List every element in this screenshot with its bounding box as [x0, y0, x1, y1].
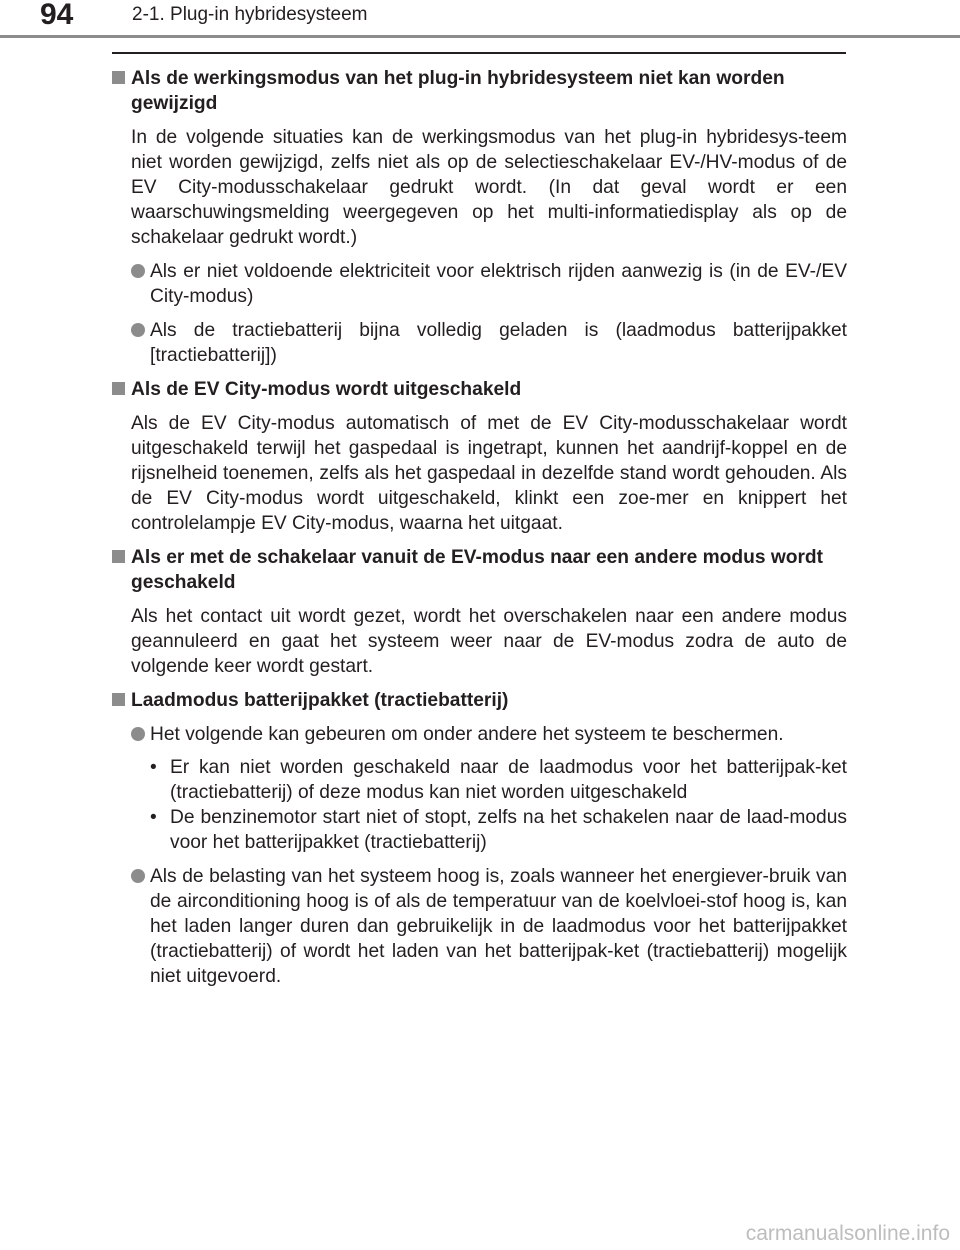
list-item: [112, 318, 847, 368]
bullet-dot-icon: •: [150, 757, 157, 778]
section-heading-text: Als de EV City-modus wordt uitgeschakeld: [131, 379, 522, 400]
chapter-title: 2-1. Plug-in hybridesysteem: [132, 4, 368, 25]
section-heading: [112, 545, 847, 595]
bullet-dot-icon: •: [150, 807, 157, 828]
square-bullet-icon: [112, 550, 125, 563]
page-header: [0, 0, 960, 40]
list-item: [112, 722, 847, 747]
section-paragraph: Als het contact uit wordt gezet, wordt het overschakelen naar een andere modus geannuleerd en gaat het systeem weer naar de EV-modus zodra de auto de volgende keer wordt gestart.: [131, 606, 847, 677]
list-item-text: Als er niet voldoende elektriciteit voor elektrisch rijden aanwezig is (in de EV-/EV City-modus): [150, 261, 847, 307]
circle-bullet-icon: [131, 323, 145, 337]
square-bullet-icon: [112, 382, 125, 395]
circle-bullet-icon: [131, 264, 145, 278]
section-heading: [112, 66, 847, 116]
section-paragraph: In de volgende situaties kan de werkingsmodus van het plug-in hybridesys-teem niet worden gewijzigd, zelfs niet als op de selectieschakelaar EV-/HV-modus of de EV City-modusschakelaar gedrukt wordt. (In dat geval wordt er een waarschuwingsmelding weergegeven op het multi-informatiedisplay als op de schakelaar gedrukt wordt.): [131, 127, 847, 248]
square-bullet-icon: [112, 71, 125, 84]
section-heading: [112, 377, 847, 402]
sub-list-item: [112, 805, 847, 855]
page-content: [112, 66, 847, 998]
circle-bullet-icon: [131, 869, 145, 883]
list-item-text: Het volgende kan gebeuren om onder andere het systeem te beschermen.: [150, 724, 784, 745]
circle-bullet-icon: [131, 727, 145, 741]
list-item-text: Als de belasting van het systeem hoog is, zoals wanneer het energiever-bruik van de airconditioning hoog is of als de temperatuur van de koelvloei-stof hoog is, kan het laden langer duren dan gebruikelijk in de laadmodus voor het batterijpakket (tractiebatterij) of wordt het laden van het batterijpak-ket (tractiebatterij) mogelijk niet uitgevoerd.: [150, 866, 847, 987]
page-number: 94: [40, 0, 74, 31]
section-heading-text: Als er met de schakelaar vanuit de EV-modus naar een andere modus wordt geschakeld: [131, 547, 824, 593]
section-heading-text: Laadmodus batterijpakket (tractiebatterij): [131, 690, 509, 711]
sub-list-item: [112, 755, 847, 805]
sub-list-item-text: De benzinemotor start niet of stopt, zelfs na het schakelen naar de laad-modus voor het batterijpakket (tractiebatterij): [170, 807, 847, 853]
section-heading: [112, 688, 847, 713]
section-heading-text: Als de werkingsmodus van het plug-in hybridesysteem niet kan worden gewijzigd: [131, 68, 785, 114]
section-paragraph: Als de EV City-modus automatisch of met de EV City-modusschakelaar wordt uitgeschakeld terwijl het gaspedaal is ingetrapt, kunnen het aandrijf-koppel en de rijsnelheid toenemen, zelfs als het gaspedaal in dezelfde stand wordt gehouden. Als de EV City-modus wordt uitgeschakeld, klinkt een zoe-mer en knippert het controlelampje EV City-modus, waarna het uitgaat.: [131, 413, 847, 534]
section-divider: [112, 52, 846, 54]
sub-list: [112, 755, 847, 855]
header-rule: [0, 35, 960, 38]
watermark-link[interactable]: carmanualsonline.info: [745, 1222, 950, 1245]
square-bullet-icon: [112, 693, 125, 706]
sub-list-item-text: Er kan niet worden geschakeld naar de laadmodus voor het batterijpak-ket (tractiebatterij) of deze modus kan niet worden uitgeschakeld: [170, 757, 847, 803]
list-item: [112, 864, 847, 989]
list-item-text: Als de tractiebatterij bijna volledig geladen is (laadmodus batterijpakket [tractiebatterij]): [150, 320, 847, 366]
list-item: [112, 259, 847, 309]
